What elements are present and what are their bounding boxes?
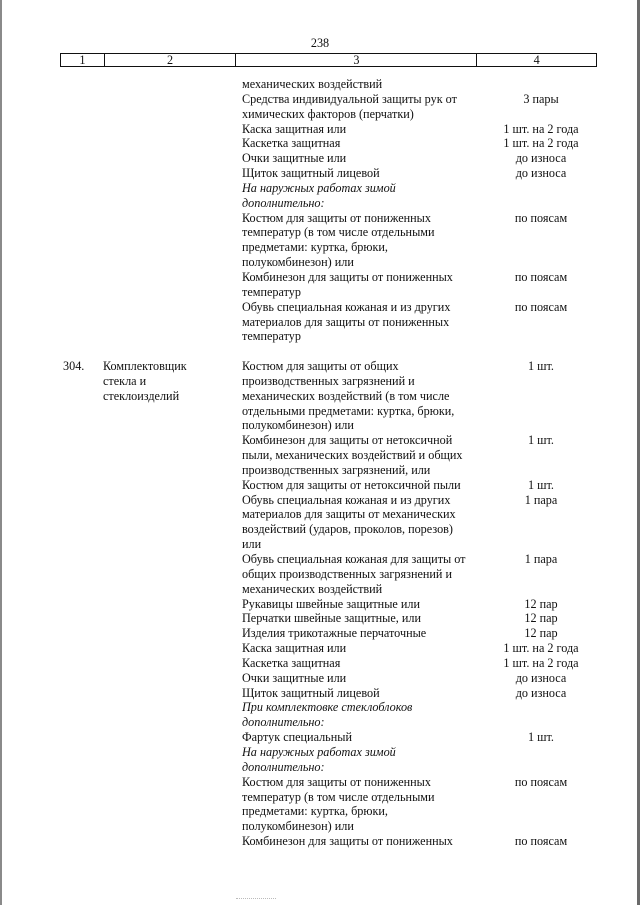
equipment-item: дополнительно: (242, 195, 325, 210)
equipment-item: Фартук специальный (242, 730, 352, 745)
table-row (0, 359, 640, 374)
equipment-item: химических факторов (перчатки) (242, 106, 414, 121)
equipment-item: Костюм для защиты от нетоксичной пыли (242, 477, 461, 492)
equipment-item: общих производственных загрязнений и (242, 566, 453, 581)
table-header-row (60, 53, 597, 67)
equipment-item: температур (в том числе отдельными (242, 225, 435, 240)
table-row (0, 552, 640, 567)
issue-quantity: 1 шт. (528, 477, 554, 492)
profession-name: Комплектовщик (103, 359, 187, 374)
equipment-item: Обувь специальная кожаная для защиты от (242, 552, 466, 566)
table-row (0, 819, 640, 834)
equipment-item: материалов для защиты от механических (242, 507, 456, 522)
equipment-item: Щиток защитный лицевой (242, 166, 380, 181)
issue-quantity: 1 шт. на 2 года (503, 121, 579, 136)
equipment-item: механических воздействий (242, 581, 383, 596)
equipment-item: механических воздействий (242, 77, 383, 91)
equipment-item: температур (242, 329, 301, 344)
equipment-item: Комбинезон для защиты от пониженных (242, 269, 453, 284)
scan-artifact (236, 898, 276, 901)
table-row (0, 181, 640, 196)
header-col-4: 4 (533, 53, 540, 67)
issue-quantity: 1 пара (524, 552, 558, 566)
table-row (0, 285, 640, 300)
equipment-item: полукомбинезон) или (242, 255, 354, 270)
header-col-2: 2 (105, 54, 237, 66)
table-row (0, 582, 640, 597)
equipment-item: Средства индивидуальной защиты рук от (242, 91, 457, 106)
table-row (0, 448, 640, 463)
equipment-item: или (242, 537, 262, 552)
equipment-item: полукомбинезон) или (242, 418, 354, 433)
table-row (0, 715, 640, 730)
equipment-item: Изделия трикотажные перчаточные (242, 626, 427, 641)
table-row (0, 122, 640, 137)
table-row (0, 790, 640, 805)
table-row (0, 92, 640, 107)
equipment-item: дополнительно: (242, 759, 325, 774)
table-row (0, 537, 640, 552)
table-row (0, 641, 640, 656)
issue-quantity: 3 пары (523, 91, 559, 106)
equipment-item: Перчатки швейные защитные, или (242, 611, 422, 626)
table-row (0, 329, 640, 344)
issue-quantity: до износа (515, 685, 567, 700)
table-row (0, 597, 640, 612)
table-row (0, 507, 640, 522)
table-row (0, 493, 640, 508)
issue-quantity: 12 пар (524, 626, 558, 641)
issue-quantity: до износа (515, 151, 567, 166)
issue-quantity: до износа (515, 670, 567, 685)
issue-quantity: 1 шт. на 2 года (503, 641, 579, 656)
issue-quantity: по поясам (514, 774, 568, 789)
equipment-item: механических воздействий (в том числе (242, 388, 450, 403)
table-row (0, 611, 640, 626)
table-row (0, 567, 640, 582)
table-row (0, 136, 640, 151)
equipment-item: температур (242, 284, 301, 299)
equipment-item: Каскетка защитная (242, 655, 341, 670)
page-number: 238 (310, 36, 330, 50)
issue-quantity: 1 шт. (528, 359, 554, 374)
equipment-item: На наружных работах зимой (242, 744, 396, 759)
table-row (0, 804, 640, 819)
equipment-item: производственных загрязнений, или (242, 462, 431, 477)
issue-quantity: по поясам (514, 269, 568, 284)
equipment-item: Очки защитные или (242, 151, 347, 166)
table-row (0, 700, 640, 715)
table-row (0, 418, 640, 433)
equipment-item: дополнительно: (242, 715, 325, 730)
table-row (0, 374, 640, 389)
table-row (0, 463, 640, 478)
issue-quantity: 1 пара (524, 492, 558, 507)
equipment-item: полукомбинезон) или (242, 819, 354, 834)
table-row (0, 730, 640, 745)
table-row (0, 404, 640, 419)
table-row (0, 77, 640, 92)
issue-quantity: 1 шт. (528, 433, 554, 448)
table-row (0, 656, 640, 671)
issue-quantity: 1 шт. (528, 730, 554, 745)
table-body (0, 77, 640, 849)
equipment-item: производственных загрязнений и (242, 373, 415, 388)
equipment-item: воздействий (ударов, проколов, порезов) (242, 522, 453, 537)
issue-quantity: по поясам (514, 210, 568, 225)
row-gap (0, 344, 640, 359)
table-row (0, 211, 640, 226)
table-row (0, 745, 640, 760)
equipment-item: Каска защитная или (242, 641, 347, 656)
table-row (0, 107, 640, 122)
equipment-item: Костюм для защиты от пониженных (242, 774, 431, 789)
table-row (0, 626, 640, 641)
issue-quantity: 12 пар (524, 611, 558, 626)
equipment-item: пыли, механических воздействий и общих (242, 448, 463, 463)
row-number: 304. (63, 359, 85, 374)
table-row (0, 671, 640, 686)
equipment-item: Обувь специальная кожаная и из других (242, 299, 451, 314)
table-row (0, 240, 640, 255)
equipment-item: Костюм для защиты от общих (242, 359, 399, 374)
table-row (0, 522, 640, 537)
issue-quantity: по поясам (514, 299, 568, 314)
table-row (0, 686, 640, 701)
table-row (0, 255, 640, 270)
profession-name: стекла и (103, 373, 147, 388)
equipment-item: Обувь специальная кожаная и из других (242, 492, 451, 507)
issue-quantity: 1 шт. на 2 года (503, 655, 579, 670)
equipment-item: Щиток защитный лицевой (242, 685, 380, 700)
equipment-item: Рукавицы швейные защитные или (242, 596, 420, 611)
table-row (0, 300, 640, 315)
table-row (0, 151, 640, 166)
issue-quantity: по поясам (514, 834, 568, 849)
table-row (0, 270, 640, 285)
equipment-item: предметами: куртка, брюки, (242, 804, 388, 819)
table-row (0, 389, 640, 404)
table-row (0, 315, 640, 330)
equipment-item: температур (в том числе отдельными (242, 789, 435, 804)
profession-name: стеклоизделий (103, 388, 180, 403)
equipment-item: Каска защитная или (242, 121, 347, 136)
table-row (0, 166, 640, 181)
issue-quantity: 1 шт. на 2 года (503, 136, 579, 151)
equipment-item: На наружных работах зимой (242, 180, 396, 195)
table-row (0, 433, 640, 448)
equipment-item: материалов для защиты от пониженных (242, 314, 450, 329)
table-row (0, 478, 640, 493)
issue-quantity: 12 пар (524, 596, 558, 611)
table-row (0, 834, 640, 849)
equipment-item: Комбинезон для защиты от пониженных (242, 834, 453, 849)
equipment-item: Комбинезон для защиты от нетоксичной (242, 433, 453, 448)
issue-quantity: до износа (515, 166, 567, 181)
table-row (0, 760, 640, 775)
table-row (0, 225, 640, 240)
equipment-item: Костюм для защиты от пониженных (242, 210, 431, 225)
equipment-item: Очки защитные или (242, 670, 347, 685)
header-col-3: 3 (236, 54, 477, 66)
equipment-item: При комплектовке стеклоблоков (242, 700, 413, 715)
equipment-item: Каскетка защитная (242, 136, 341, 151)
header-col-1: 1 (61, 54, 105, 66)
equipment-item: отдельными предметами: куртка, брюки, (242, 403, 455, 418)
equipment-item: предметами: куртка, брюки, (242, 240, 388, 255)
table-row (0, 196, 640, 211)
table-row (0, 775, 640, 790)
